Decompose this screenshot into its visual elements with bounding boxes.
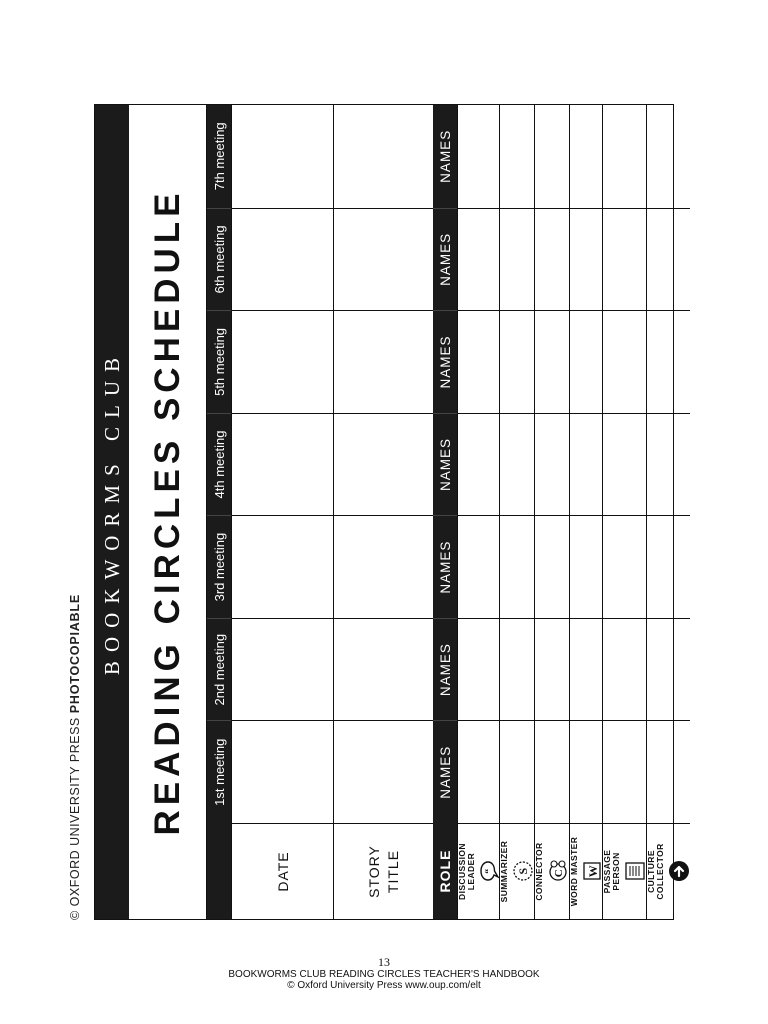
date-label: DATE	[231, 823, 333, 919]
role-name-cell[interactable]	[499, 413, 534, 516]
meeting-header-1: 1st meeting	[207, 720, 231, 823]
story-title-label: STORY TITLE	[333, 823, 433, 919]
story-title-cell[interactable]	[333, 208, 433, 311]
role-label	[534, 823, 569, 919]
role-name-cell[interactable]	[499, 515, 534, 618]
role-name-cell[interactable]	[646, 208, 690, 311]
lines-page-icon	[624, 862, 646, 882]
date-cell[interactable]	[231, 208, 333, 311]
role-name-cell[interactable]	[457, 105, 499, 208]
photocopiable-label: PHOTOCOPIABLE	[68, 594, 82, 714]
meeting-header-5: 5th meeting	[207, 310, 231, 413]
meeting-header-3: 3rd meeting	[207, 515, 231, 618]
role-name-cell[interactable]	[646, 105, 690, 208]
role-name-cell[interactable]	[569, 720, 602, 823]
names-header: NAMES	[433, 105, 457, 208]
role-label	[457, 823, 499, 919]
role-header: ROLE	[433, 823, 457, 919]
quote-bubble-icon	[479, 861, 499, 883]
date-cell[interactable]	[231, 310, 333, 413]
role-label	[646, 823, 690, 919]
meeting-header-4: 4th meeting	[207, 413, 231, 516]
names-header: NAMES	[433, 413, 457, 516]
role-name-cell[interactable]	[646, 413, 690, 516]
c-link-icon	[547, 860, 569, 884]
publisher-credit: © Oxford University Press www.oup.com/elt	[287, 980, 481, 991]
role-name-cell[interactable]	[534, 618, 569, 721]
w-box-icon	[582, 862, 602, 882]
svg-text:C: C	[553, 869, 565, 878]
meeting-header-7: 7th meeting	[207, 105, 231, 208]
role-name-cell[interactable]	[569, 413, 602, 516]
story-title-cell[interactable]	[333, 618, 433, 721]
role-name-cell[interactable]	[602, 105, 646, 208]
role-label	[499, 823, 534, 919]
role-name-cell[interactable]	[534, 720, 569, 823]
role-name-cell[interactable]	[457, 310, 499, 413]
role-name-cell[interactable]	[534, 310, 569, 413]
page-number: 13	[378, 955, 390, 969]
date-cell[interactable]	[231, 720, 333, 823]
role-name-cell[interactable]	[602, 310, 646, 413]
role-name-cell[interactable]	[534, 413, 569, 516]
club-title: BOOKWORMS CLUB	[95, 105, 129, 919]
svg-text:W: W	[586, 865, 600, 878]
role-name-cell[interactable]	[499, 720, 534, 823]
role-name-cell[interactable]	[534, 105, 569, 208]
role-name-cell[interactable]	[602, 515, 646, 618]
role-name-cell[interactable]	[602, 720, 646, 823]
story-title-cell[interactable]	[333, 720, 433, 823]
role-name-cell[interactable]	[457, 720, 499, 823]
names-header: NAMES	[433, 720, 457, 823]
role-name-cell[interactable]	[602, 618, 646, 721]
names-header: NAMES	[433, 515, 457, 618]
role-name-cell[interactable]	[646, 618, 690, 721]
role-name-cell[interactable]	[457, 515, 499, 618]
role-name-cell[interactable]	[646, 720, 690, 823]
role-name-cell[interactable]	[602, 208, 646, 311]
s-circle-icon	[512, 861, 534, 883]
role-name-cell[interactable]	[569, 105, 602, 208]
role-name-cell[interactable]	[534, 208, 569, 311]
names-header: NAMES	[433, 618, 457, 721]
role-name-cell[interactable]	[569, 618, 602, 721]
role-label	[602, 823, 646, 919]
publisher-text: © OXFORD UNIVERSITY PRESS	[68, 717, 82, 920]
date-cell[interactable]	[231, 413, 333, 516]
page-footer	[0, 957, 768, 992]
story-title-cell[interactable]	[333, 515, 433, 618]
role-name-cell[interactable]	[457, 413, 499, 516]
role-name-cell[interactable]	[534, 515, 569, 618]
role-name-cell[interactable]	[569, 310, 602, 413]
names-header: NAMES	[433, 208, 457, 311]
handbook-title: BOOKWORMS CLUB READING CIRCLES TEACHER'S HANDBOOK	[228, 968, 540, 980]
svg-text:“: “	[484, 868, 495, 875]
meeting-header-2: 2nd meeting	[207, 618, 231, 721]
role-name-cell[interactable]	[569, 208, 602, 311]
role-name-cell[interactable]	[457, 618, 499, 721]
role-name-cell[interactable]	[602, 413, 646, 516]
copyright-notice	[68, 594, 82, 920]
reading-circles-schedule	[94, 104, 674, 920]
role-name-cell[interactable]	[499, 310, 534, 413]
role-name: CULTURE COLLECTOR	[646, 843, 665, 900]
date-cell[interactable]	[231, 618, 333, 721]
role-label	[569, 823, 602, 919]
date-cell[interactable]	[231, 105, 333, 208]
role-name: SUMMARIZER	[499, 840, 509, 903]
date-cell[interactable]	[231, 515, 333, 618]
role-name: CONNECTOR	[534, 842, 544, 901]
story-title-cell[interactable]	[333, 105, 433, 208]
role-name-cell[interactable]	[457, 208, 499, 311]
svg-text:S: S	[516, 867, 530, 876]
story-title-cell[interactable]	[333, 413, 433, 516]
role-name: PASSAGE PERSON	[602, 849, 621, 894]
role-name: WORD MASTER	[569, 836, 579, 907]
story-title-cell[interactable]	[333, 310, 433, 413]
meeting-header-6: 6th meeting	[207, 208, 231, 311]
arrow-circle-icon	[668, 861, 690, 883]
role-name-cell[interactable]	[646, 310, 690, 413]
header-corner	[207, 823, 231, 919]
schedule-title: READING CIRCLES SCHEDULE	[129, 105, 207, 919]
role-name-cell[interactable]	[499, 208, 534, 311]
role-name-cell[interactable]	[499, 105, 534, 208]
names-header: NAMES	[433, 310, 457, 413]
role-name-cell[interactable]	[646, 515, 690, 618]
role-name-cell[interactable]	[569, 515, 602, 618]
role-name: DISCUSSION LEADER	[457, 843, 476, 900]
role-name-cell[interactable]	[499, 618, 534, 721]
